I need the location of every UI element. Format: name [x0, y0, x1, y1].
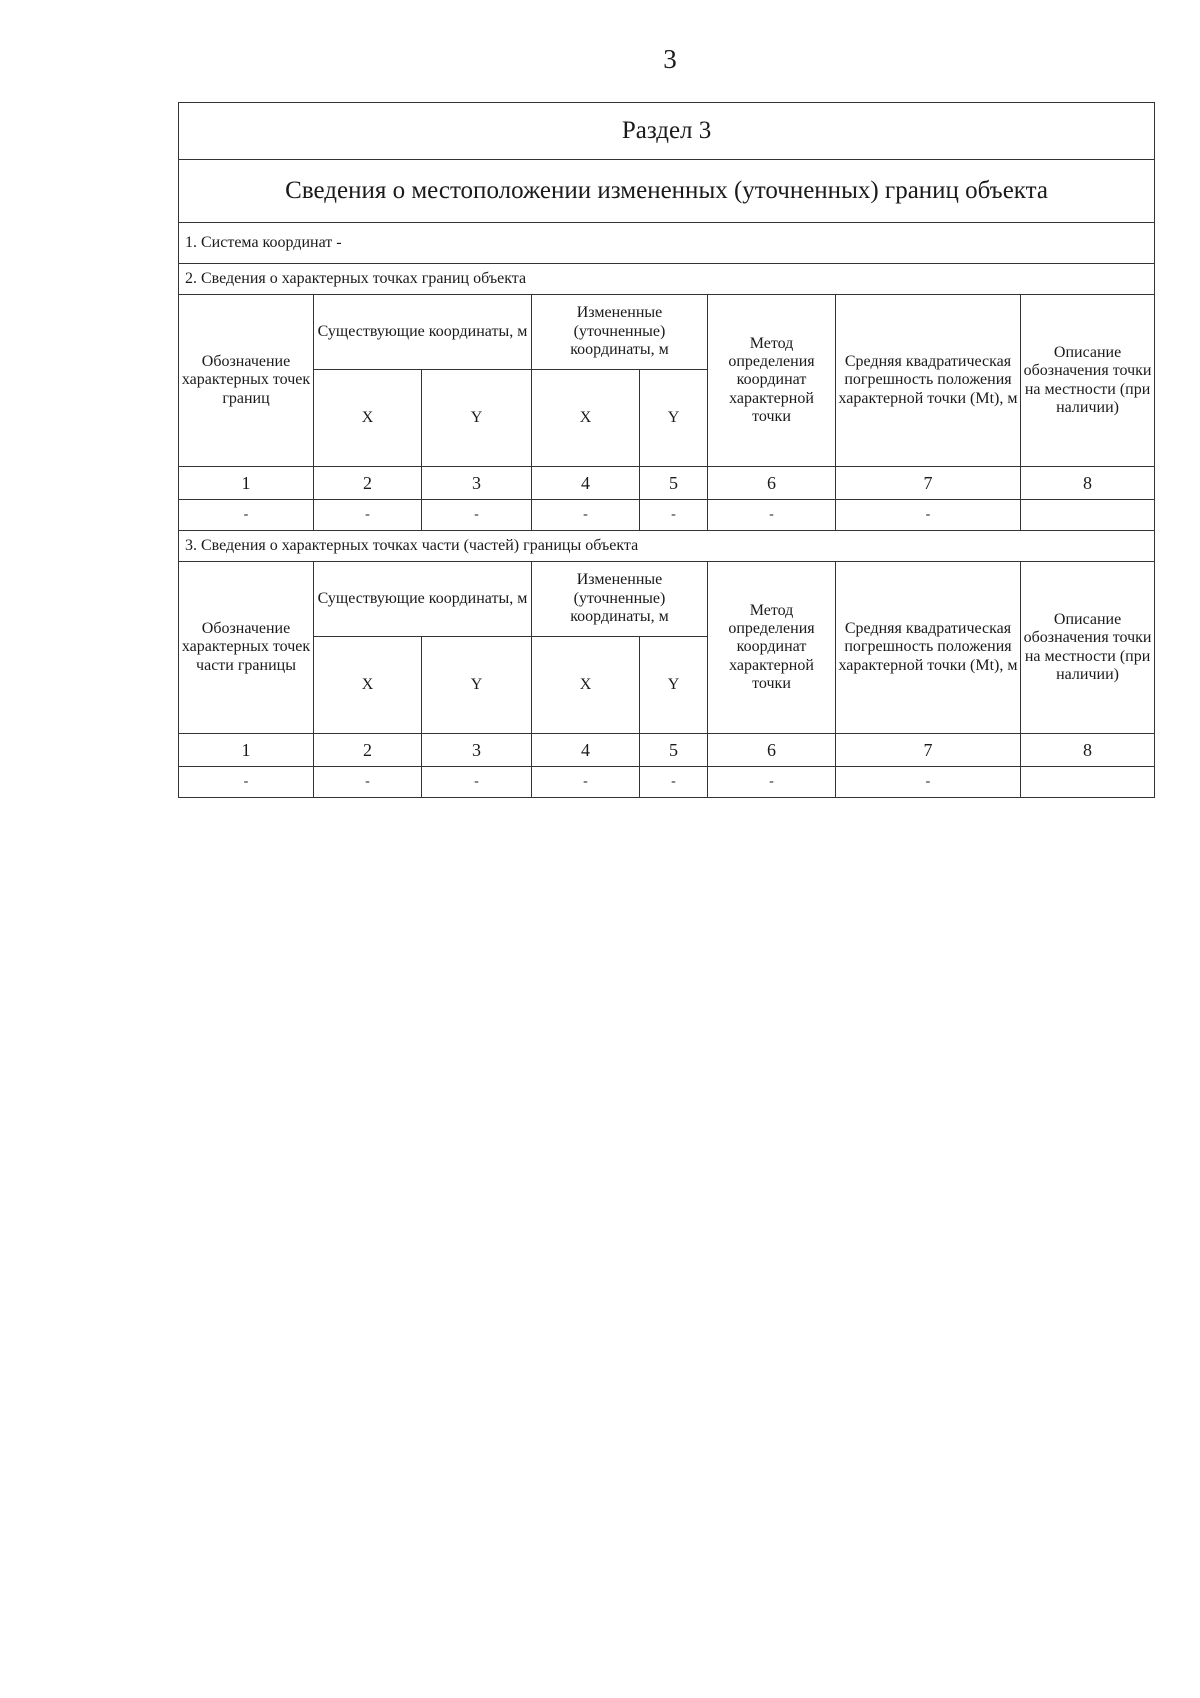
table-row: [179, 500, 1155, 531]
col-number: 7: [836, 467, 1021, 500]
col-existing-y: Y: [422, 637, 532, 734]
table-cell: -: [422, 500, 532, 531]
table-cell: -: [708, 500, 836, 531]
col-description: Описание обозначения точки на местности (при наличии): [1021, 295, 1155, 467]
table-cell: -: [836, 767, 1021, 798]
section-heading: Раздел 3: [179, 103, 1155, 160]
table-cell: -: [314, 767, 422, 798]
col-number: 1: [179, 467, 314, 500]
table-cell: -: [640, 767, 708, 798]
col-changed-y: Y: [640, 637, 708, 734]
page-number: 3: [663, 44, 677, 74]
col-number: 7: [836, 734, 1021, 767]
col-existing-x: X: [314, 637, 422, 734]
table-cell: -: [179, 767, 314, 798]
section-table: [178, 102, 1155, 798]
col-changed-y: Y: [640, 370, 708, 467]
table-cell: [1021, 767, 1155, 798]
table-cell: -: [532, 767, 640, 798]
table-cell: -: [314, 500, 422, 531]
col-number: 6: [708, 734, 836, 767]
table-cell: -: [179, 500, 314, 531]
col-number: 6: [708, 467, 836, 500]
col-accuracy: Средняя квадратическая погрешность положения характерной точки (Mt), м: [836, 295, 1021, 467]
col-existing: Существующие координаты, м: [314, 562, 532, 637]
col-number: 5: [640, 734, 708, 767]
col-number: 3: [422, 467, 532, 500]
table-cell: [1021, 500, 1155, 531]
col-accuracy: Средняя квадратическая погрешность положения характерной точки (Mt), м: [836, 562, 1021, 734]
table-cell: -: [640, 500, 708, 531]
col-number: 1: [179, 734, 314, 767]
table-cell: -: [532, 500, 640, 531]
table-row: [179, 767, 1155, 798]
col-changed: Измененные (уточненные) координаты, м: [532, 562, 708, 637]
table-cell: -: [836, 500, 1021, 531]
col-number: 5: [640, 467, 708, 500]
col-number: 2: [314, 467, 422, 500]
col-number: 2: [314, 734, 422, 767]
col-number: 8: [1021, 467, 1155, 500]
col-designation: Обозначение характерных точек границ: [179, 295, 314, 467]
table-cell: -: [422, 767, 532, 798]
col-changed-x: X: [532, 637, 640, 734]
col-changed-x: X: [532, 370, 640, 467]
col-number: 8: [1021, 734, 1155, 767]
table-cell: -: [708, 767, 836, 798]
col-existing: Существующие координаты, м: [314, 295, 532, 370]
col-number: 3: [422, 734, 532, 767]
col-changed: Измененные (уточненные) координаты, м: [532, 295, 708, 370]
col-method: Метод определения координат характерной точки: [708, 562, 836, 734]
col-description: Описание обозначения точки на местности (при наличии): [1021, 562, 1155, 734]
section-title: Сведения о местоположении измененных (уточненных) границ объекта: [179, 160, 1155, 223]
coord-system: 1. Система координат -: [179, 223, 1155, 264]
col-number: 4: [532, 734, 640, 767]
col-designation: Обозначение характерных точек части границы: [179, 562, 314, 734]
col-existing-y: Y: [422, 370, 532, 467]
block2-heading: 3. Сведения о характерных точках части (частей) границы объекта: [179, 531, 1155, 562]
col-existing-x: X: [314, 370, 422, 467]
col-number: 4: [532, 467, 640, 500]
col-method: Метод определения координат характерной точки: [708, 295, 836, 467]
block1-heading: 2. Сведения о характерных точках границ объекта: [179, 264, 1155, 295]
